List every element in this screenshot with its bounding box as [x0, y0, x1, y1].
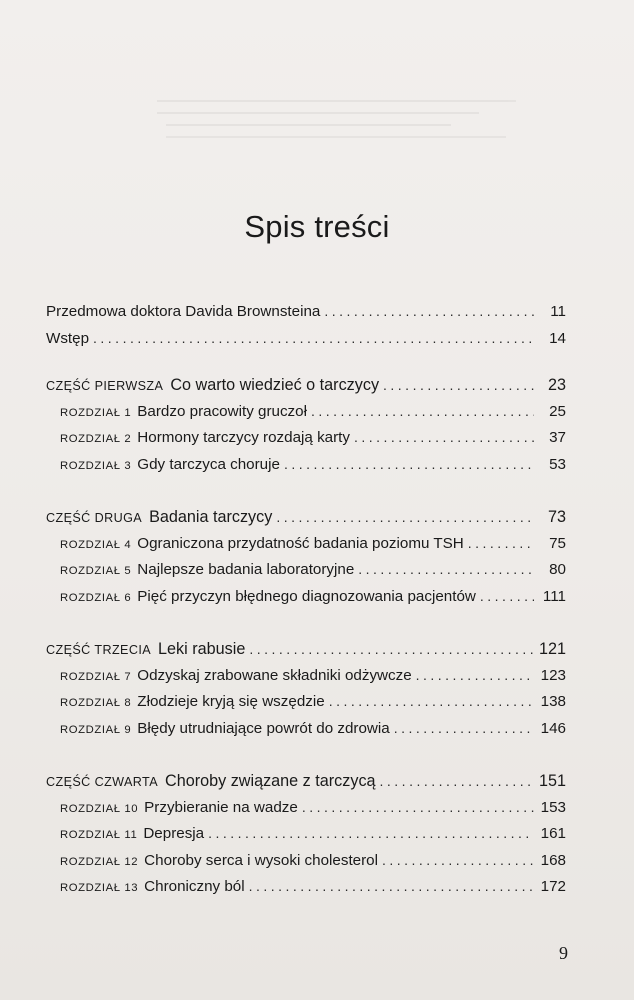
chapter-page: 80 — [549, 561, 566, 578]
dot-leader — [311, 403, 534, 419]
dot-leader — [394, 720, 534, 736]
chapter-label: ROZDZIAŁ 4 — [60, 538, 132, 551]
chapter-label: ROZDZIAŁ 12 — [60, 855, 139, 868]
part-label: CZĘŚĆ PIERWSZA — [46, 379, 164, 393]
chapter-label: ROZDZIAŁ 5 — [60, 565, 132, 577]
entry-title: Wstęp — [46, 329, 90, 347]
dot-leader — [284, 456, 534, 472]
part-label: CZĘŚĆ TRZECIA — [46, 643, 152, 657]
chapter-label: ROZDZIAŁ 11 — [60, 829, 138, 841]
toc-chapter-5[interactable] — [46, 561, 566, 588]
chapter-page: 138 — [540, 693, 566, 710]
toc-chapter-8[interactable] — [46, 693, 566, 720]
chapter-title: Pięć przyczyn błędnego diagnozowania pacjentów — [137, 587, 476, 605]
entry-page: 14 — [549, 329, 566, 347]
toc-part-2[interactable] — [46, 508, 566, 535]
chapter-page: 168 — [540, 851, 566, 869]
part-label: CZĘŚĆ CZWARTA — [46, 775, 159, 789]
chapter-title: Choroby serca i wysoki cholesterol — [144, 851, 378, 869]
table-of-contents — [46, 303, 566, 905]
dot-leader — [383, 377, 534, 393]
chapter-page: 172 — [540, 878, 566, 895]
toc-chapter-12[interactable] — [46, 852, 566, 879]
chapter-page: 75 — [549, 534, 566, 552]
part-title: Choroby związane z tarczycą — [165, 772, 376, 790]
dot-leader — [416, 667, 534, 683]
chapter-title: Błędy utrudniające powrót do zdrowia — [137, 719, 390, 737]
chapter-label: ROZDZIAŁ 13 — [60, 882, 139, 894]
toc-chapter-13[interactable] — [46, 878, 566, 905]
chapter-label: ROZDZIAŁ 7 — [60, 670, 132, 683]
dot-leader — [354, 429, 534, 445]
chapter-label: ROZDZIAŁ 8 — [60, 697, 132, 709]
part-page: 23 — [547, 376, 566, 394]
dot-leader — [480, 588, 534, 604]
chapter-page: 146 — [540, 719, 566, 737]
part-label: CZĘŚĆ DRUGA — [46, 511, 143, 525]
chapter-title: Gdy tarczyca choruje — [137, 455, 280, 473]
part-page: 121 — [538, 640, 566, 658]
part-title: Co warto wiedzieć o tarczycy — [170, 376, 380, 394]
chapter-page: 53 — [549, 455, 566, 473]
chapter-page: 37 — [549, 429, 566, 446]
toc-chapter-10[interactable] — [46, 799, 566, 826]
toc-chapter-11[interactable] — [46, 825, 566, 852]
chapter-page: 153 — [540, 798, 566, 816]
chapter-title: Najlepsze badania laboratoryjne — [137, 561, 355, 578]
toc-chapter-2[interactable] — [46, 429, 566, 456]
toc-chapter-1[interactable] — [46, 403, 566, 430]
part-page: 73 — [547, 508, 566, 526]
dot-leader — [324, 303, 534, 319]
chapter-label: ROZDZIAŁ 1 — [60, 406, 132, 419]
chapter-title: Ograniczona przydatność badania poziomu TSH — [137, 534, 464, 552]
chapter-page: 161 — [540, 825, 566, 842]
chapter-label: ROZDZIAŁ 3 — [60, 459, 132, 472]
toc-chapter-9[interactable] — [46, 720, 566, 747]
chapter-title: Odzyskaj zrabowane składniki odżywcze — [137, 666, 412, 684]
dot-leader — [468, 535, 534, 551]
toc-part-3[interactable] — [46, 640, 566, 667]
page-number: 9 — [559, 943, 568, 963]
toc-entry-foreword[interactable] — [46, 303, 566, 330]
chapter-title: Przybieranie na wadze — [144, 798, 298, 816]
chapter-title: Złodzieje kryją się wszędzie — [137, 693, 325, 710]
chapter-label: ROZDZIAŁ 2 — [60, 433, 132, 445]
toc-part-4[interactable] — [46, 772, 566, 799]
toc-entry-introduction[interactable] — [46, 330, 566, 357]
toc-part-1[interactable] — [46, 376, 566, 403]
dot-leader — [380, 773, 533, 789]
toc-chapter-3[interactable] — [46, 456, 566, 483]
dot-leader — [249, 878, 534, 894]
part-title: Leki rabusie — [158, 640, 246, 658]
entry-page: 11 — [550, 303, 566, 320]
chapter-title: Hormony tarczycy rozdają karty — [137, 429, 350, 446]
dot-leader — [302, 799, 534, 815]
toc-chapter-7[interactable] — [46, 667, 566, 694]
chapter-title: Bardzo pracowity gruczoł — [137, 402, 307, 420]
chapter-title: Chroniczny ból — [144, 878, 245, 895]
part-title: Badania tarczycy — [149, 508, 273, 526]
dot-leader — [93, 330, 534, 346]
dot-leader — [276, 509, 534, 525]
toc-chapter-6[interactable] — [46, 588, 566, 615]
chapter-title: Depresja — [143, 825, 205, 842]
dot-leader — [382, 852, 534, 868]
chapter-page: 111 — [542, 587, 566, 605]
chapter-label: ROZDZIAŁ 10 — [60, 802, 139, 815]
part-page: 151 — [538, 772, 566, 790]
dot-leader — [249, 641, 533, 657]
toc-chapter-4[interactable] — [46, 535, 566, 562]
chapter-page: 123 — [540, 666, 566, 684]
chapter-label: ROZDZIAŁ 6 — [60, 591, 132, 604]
dot-leader — [329, 693, 534, 709]
dot-leader — [358, 561, 534, 577]
entry-title: Przedmowa doktora Davida Brownsteina — [46, 303, 321, 320]
dot-leader — [208, 825, 534, 841]
chapter-page: 25 — [549, 402, 566, 420]
page-title: Spis treści — [244, 208, 390, 244]
chapter-label: ROZDZIAŁ 9 — [60, 723, 132, 736]
